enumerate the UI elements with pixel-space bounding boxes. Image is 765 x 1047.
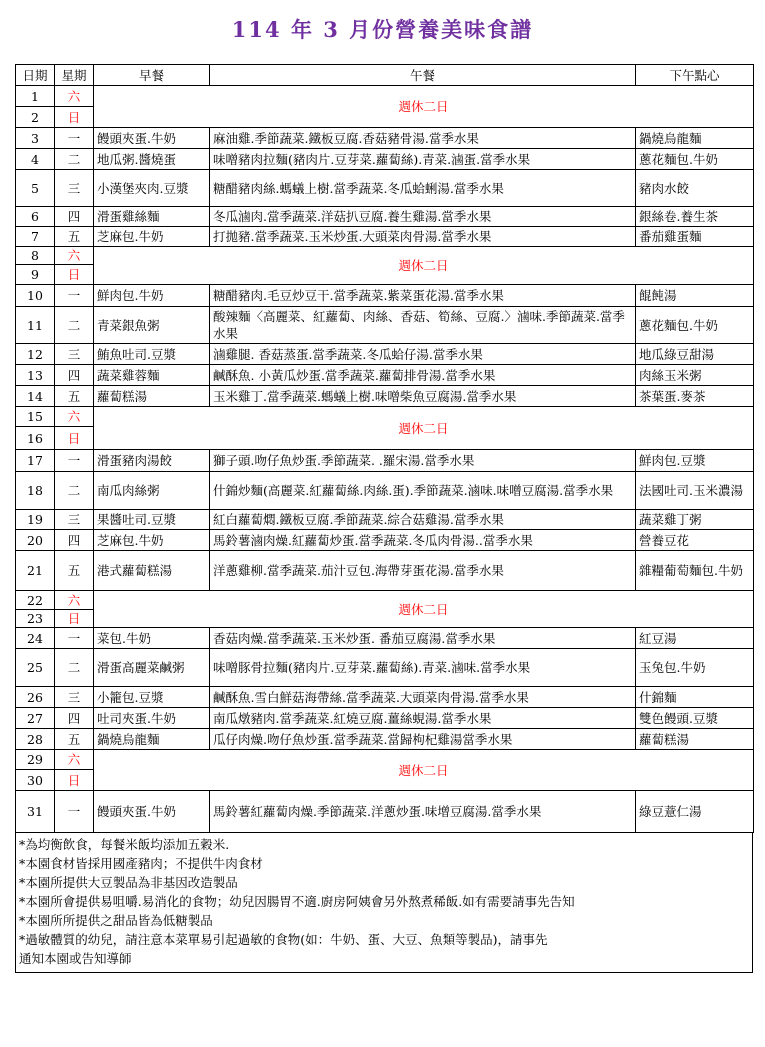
cell-breakfast: 滑蛋豬肉湯餃 [94, 450, 210, 472]
cell-date: 23 [16, 610, 55, 628]
table-row [16, 687, 754, 708]
cell-weekday: 三 [55, 344, 94, 365]
cell-breakfast: 小籠包.豆漿 [94, 687, 210, 708]
cell-breakfast: 小漢堡夾肉.豆漿 [94, 170, 210, 207]
cell-weekday: 一 [55, 791, 94, 833]
header-date: 日期 [16, 65, 55, 86]
cell-date: 18 [16, 472, 55, 510]
cell-weekday: 五 [55, 386, 94, 407]
table-row [16, 128, 754, 149]
cell-breakfast: 吐司夾蛋.牛奶 [94, 708, 210, 729]
cell-snack: 蔥花麵包.牛奶 [636, 307, 754, 344]
table-row [16, 285, 754, 307]
holiday-cell: 週休二日 [94, 247, 754, 285]
cell-lunch: 味噌豬肉拉麵(豬肉片.豆芽菜.蘿蔔絲).青菜.滷蛋.當季水果 [210, 149, 636, 170]
cell-lunch: 香菇肉燥.當季蔬菜.玉米炒蛋. 番茄豆腐湯.當季水果 [210, 628, 636, 649]
cell-breakfast: 鮪魚吐司.豆漿 [94, 344, 210, 365]
cell-lunch: 洋蔥雞柳.當季蔬菜.茄汁豆包.海帶芽蛋花湯.當季水果 [210, 551, 636, 591]
cell-weekday: 二 [55, 149, 94, 170]
note-line: *本園食材皆採用國產豬肉；不提供牛肉食材 [19, 856, 263, 871]
cell-date: 27 [16, 708, 55, 729]
cell-lunch: 紅白蘿蔔燜.鐵板豆腐.季節蔬菜.綜合菇雞湯.當季水果 [210, 510, 636, 530]
header-weekday: 星期 [55, 65, 94, 86]
table-row [16, 227, 754, 247]
cell-date: 26 [16, 687, 55, 708]
cell-lunch: 滷雞腿. 香菇蒸蛋.當季蔬菜.冬瓜蛤仔湯.當季水果 [210, 344, 636, 365]
cell-date: 21 [16, 551, 55, 591]
cell-date: 12 [16, 344, 55, 365]
cell-snack: 綠豆薏仁湯 [636, 791, 754, 833]
cell-breakfast: 地瓜粥.醬燒蛋 [94, 149, 210, 170]
cell-weekday: 二 [55, 472, 94, 510]
header-row [16, 65, 754, 86]
cell-weekday: 一 [55, 628, 94, 649]
cell-snack: 番茄雞蛋麵 [636, 227, 754, 247]
menu-body [16, 86, 754, 833]
cell-date: 9 [16, 265, 55, 285]
table-row [16, 407, 754, 427]
table-row [16, 170, 754, 207]
cell-weekday: 一 [55, 128, 94, 149]
cell-weekday: 六 [55, 86, 94, 107]
table-row [16, 750, 754, 770]
cell-snack: 肉絲玉米粥 [636, 365, 754, 386]
notes-section [15, 833, 753, 973]
table-row [16, 551, 754, 591]
table-row [16, 149, 754, 170]
cell-date: 15 [16, 407, 55, 427]
cell-weekday: 二 [55, 307, 94, 344]
cell-date: 13 [16, 365, 55, 386]
cell-breakfast: 饅頭夾蛋.牛奶 [94, 791, 210, 833]
cell-date: 16 [16, 427, 55, 450]
cell-weekday: 三 [55, 170, 94, 207]
note-line: 通知本園或告知導師 [19, 951, 132, 966]
note-line: *本園所會提供易咀嚼.易消化的食物；幼兒因腸胃不適.廚房阿姨會另外熬煮稀飯.如有需要請事先告知 [19, 894, 575, 909]
table-row [16, 344, 754, 365]
table-row [16, 386, 754, 407]
cell-weekday: 六 [55, 750, 94, 770]
cell-weekday: 三 [55, 687, 94, 708]
cell-lunch: 酸辣麵〈高麗菜、紅蘿蔔、肉絲、香菇、筍絲、豆腐.〉滷味.季節蔬菜.當季水果 [210, 307, 636, 344]
cell-snack: 什錦麵 [636, 687, 754, 708]
cell-date: 17 [16, 450, 55, 472]
cell-breakfast: 芝麻包.牛奶 [94, 227, 210, 247]
note-line: *本園所所提供之甜品皆為低糖製品 [19, 913, 213, 928]
cell-snack: 鍋燒烏龍麵 [636, 128, 754, 149]
cell-weekday: 四 [55, 708, 94, 729]
cell-breakfast: 南瓜肉絲粥 [94, 472, 210, 510]
cell-date: 24 [16, 628, 55, 649]
cell-date: 2 [16, 107, 55, 128]
cell-date: 5 [16, 170, 55, 207]
holiday-cell: 週休二日 [94, 591, 754, 628]
cell-lunch: 冬瓜滷肉.當季蔬菜.洋菇扒豆腐.養生雞湯.當季水果 [210, 207, 636, 227]
cell-weekday: 日 [55, 265, 94, 285]
table-row [16, 365, 754, 386]
cell-weekday: 六 [55, 247, 94, 265]
cell-date: 19 [16, 510, 55, 530]
cell-breakfast: 青菜銀魚粥 [94, 307, 210, 344]
cell-breakfast: 饅頭夾蛋.牛奶 [94, 128, 210, 149]
cell-date: 3 [16, 128, 55, 149]
cell-breakfast: 蔬菜雞蓉麵 [94, 365, 210, 386]
cell-weekday: 五 [55, 551, 94, 591]
cell-weekday: 五 [55, 227, 94, 247]
cell-date: 4 [16, 149, 55, 170]
cell-lunch: 馬鈴薯滷肉燥.紅蘿蔔炒蛋.當季蔬菜.冬瓜肉骨湯..當季水果 [210, 530, 636, 551]
holiday-cell: 週休二日 [94, 407, 754, 450]
cell-date: 31 [16, 791, 55, 833]
table-row [16, 450, 754, 472]
cell-date: 28 [16, 729, 55, 750]
table-row [16, 729, 754, 750]
cell-weekday: 日 [55, 427, 94, 450]
cell-weekday: 四 [55, 365, 94, 386]
table-row [16, 628, 754, 649]
cell-snack: 銀絲卷.養生茶 [636, 207, 754, 227]
cell-breakfast: 港式蘿蔔糕湯 [94, 551, 210, 591]
cell-breakfast: 芝麻包.牛奶 [94, 530, 210, 551]
cell-weekday: 日 [55, 107, 94, 128]
table-row [16, 649, 754, 687]
cell-snack: 法國吐司.玉米濃湯 [636, 472, 754, 510]
cell-lunch: 鹹酥魚. 小黃瓜炒蛋.當季蔬菜.蘿蔔排骨湯.當季水果 [210, 365, 636, 386]
cell-lunch: 打拋豬.當季蔬菜.玉米炒蛋.大頭菜肉骨湯.當季水果 [210, 227, 636, 247]
cell-snack: 雙色饅頭.豆漿 [636, 708, 754, 729]
table-row [16, 472, 754, 510]
cell-lunch: 麻油雞.季節蔬菜.鐵板豆腐.香菇豬骨湯.當季水果 [210, 128, 636, 149]
cell-lunch: 糖醋豬肉絲.螞蟻上樹.當季蔬菜.冬瓜蛤蜊湯.當季水果 [210, 170, 636, 207]
cell-date: 11 [16, 307, 55, 344]
table-row [16, 708, 754, 729]
note-line: *本園所提供大豆製品為非基因改造製品 [19, 875, 238, 890]
cell-snack: 鮮肉包.豆漿 [636, 450, 754, 472]
cell-date: 6 [16, 207, 55, 227]
cell-breakfast: 滑蛋高麗菜鹹粥 [94, 649, 210, 687]
cell-weekday: 一 [55, 450, 94, 472]
cell-lunch: 南瓜燉豬肉.當季蔬菜.紅燒豆腐.薑絲蜆湯.當季水果 [210, 708, 636, 729]
cell-weekday: 四 [55, 530, 94, 551]
cell-breakfast: 菜包.牛奶 [94, 628, 210, 649]
table-row [16, 247, 754, 265]
cell-weekday: 三 [55, 510, 94, 530]
table-row [16, 510, 754, 530]
table-row [16, 307, 754, 344]
holiday-cell: 週休二日 [94, 86, 754, 128]
cell-snack: 蘿蔔糕湯 [636, 729, 754, 750]
cell-snack: 蔥花麵包.牛奶 [636, 149, 754, 170]
cell-breakfast: 鍋燒烏龍麵 [94, 729, 210, 750]
cell-breakfast: 鮮肉包.牛奶 [94, 285, 210, 307]
table-row [16, 530, 754, 551]
header-breakfast: 早餐 [94, 65, 210, 86]
cell-date: 25 [16, 649, 55, 687]
menu-table [15, 64, 754, 833]
header-snack: 下午點心 [636, 65, 754, 86]
cell-snack: 蔬菜雞丁粥 [636, 510, 754, 530]
cell-weekday: 四 [55, 207, 94, 227]
table-row [16, 591, 754, 610]
note-line: *為均衡飲食，每餐米飯均添加五穀米. [19, 837, 230, 852]
cell-snack: 雜糧葡萄麵包.牛奶 [636, 551, 754, 591]
cell-weekday: 五 [55, 729, 94, 750]
cell-breakfast: 果醬吐司.豆漿 [94, 510, 210, 530]
cell-snack: 營養豆花 [636, 530, 754, 551]
cell-date: 10 [16, 285, 55, 307]
cell-snack: 茶葉蛋.麥茶 [636, 386, 754, 407]
cell-weekday: 一 [55, 285, 94, 307]
cell-date: 20 [16, 530, 55, 551]
cell-snack: 地瓜綠豆甜湯 [636, 344, 754, 365]
table-row [16, 207, 754, 227]
cell-lunch: 鹹酥魚.雪白鮮菇海帶絲.當季蔬菜.大頭菜肉骨湯.當季水果 [210, 687, 636, 708]
cell-date: 8 [16, 247, 55, 265]
cell-lunch: 馬鈴薯紅蘿蔔肉燥.季節蔬菜.洋蔥炒蛋.味增豆腐湯.當季水果 [210, 791, 636, 833]
cell-snack: 紅豆湯 [636, 628, 754, 649]
cell-snack: 餛飩湯 [636, 285, 754, 307]
cell-lunch: 糖醋豬肉.毛豆炒豆干.當季蔬菜.紫菜蛋花湯.當季水果 [210, 285, 636, 307]
cell-weekday: 日 [55, 770, 94, 791]
header-lunch: 午餐 [210, 65, 636, 86]
cell-weekday: 六 [55, 407, 94, 427]
cell-date: 1 [16, 86, 55, 107]
holiday-cell: 週休二日 [94, 750, 754, 791]
page-title: 114 年 3 月份營養美味食譜 [231, 17, 534, 42]
cell-weekday: 日 [55, 610, 94, 628]
cell-date: 29 [16, 750, 55, 770]
cell-weekday: 二 [55, 649, 94, 687]
cell-lunch: 瓜仔肉燥.吻仔魚炒蛋.當季蔬菜.當歸枸杞雞湯當季水果 [210, 729, 636, 750]
cell-lunch: 什錦炒麵(高麗菜.紅蘿蔔絲.肉絲.蛋).季節蔬菜.滷味.味噌豆腐湯.當季水果 [210, 472, 636, 510]
cell-breakfast: 滑蛋雞絲麵 [94, 207, 210, 227]
cell-lunch: 獅子頭.吻仔魚炒蛋.季節蔬菜. .羅宋湯.當季水果 [210, 450, 636, 472]
cell-breakfast: 蘿蔔糕湯 [94, 386, 210, 407]
table-row [16, 791, 754, 833]
cell-lunch: 味噌豚骨拉麵(豬肉片.豆芽菜.蘿蔔絲).青菜.滷味.當季水果 [210, 649, 636, 687]
cell-lunch: 玉米雞丁.當季蔬菜.螞蟻上樹.味噌柴魚豆腐湯.當季水果 [210, 386, 636, 407]
cell-date: 14 [16, 386, 55, 407]
table-row [16, 86, 754, 107]
cell-weekday: 六 [55, 591, 94, 610]
cell-date: 22 [16, 591, 55, 610]
cell-date: 30 [16, 770, 55, 791]
cell-date: 7 [16, 227, 55, 247]
cell-snack: 豬肉水餃 [636, 170, 754, 207]
note-line: *過敏體質的幼兒，請注意本菜單易引起過敏的食物(如：牛奶、蛋、大豆、魚類等製品)，請事先 [19, 932, 548, 947]
cell-snack: 玉兔包.牛奶 [636, 649, 754, 687]
menu-container [15, 64, 753, 973]
